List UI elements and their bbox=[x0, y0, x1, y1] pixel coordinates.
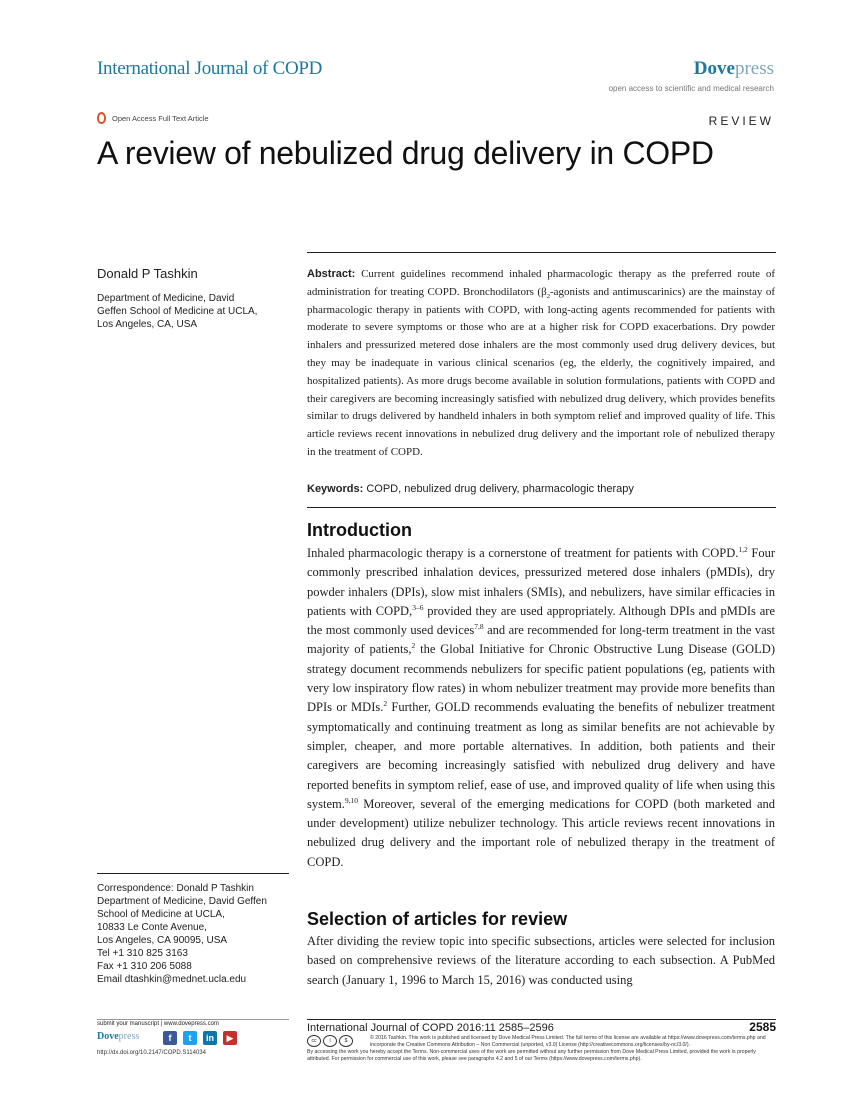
body-text: the Global Initiative for Chronic Obstructive Lung Disease (GOLD) strategy document recommends nebulizers for specific patient populations (eg, patients with very low inspiratory flow rates) in whom nebulizer treatment may provide more benefits than DPIs or MDIs. bbox=[307, 642, 775, 715]
keywords-label: Keywords: bbox=[307, 483, 364, 495]
article-type: REVIEW bbox=[708, 114, 774, 128]
reference-link[interactable]: 2 bbox=[383, 699, 388, 709]
logo-part-a: Dove bbox=[97, 1031, 119, 1042]
selection-paragraph: After dividing the review topic into specific subsections, articles were selected for inclusion based on comprehensive reviews of the literature according to each subsection. A PubMed search (January 1, 1996 to March 15, 2016) was conducted using bbox=[307, 934, 775, 987]
abstract-text: Current guidelines recommend inhaled pharmacologic therapy as the preferred route of administration for treating COPD. Bronchodilators (β bbox=[307, 268, 776, 298]
body-text: Inhaled pharmacologic therapy is a cornerstone of treatment for patients with COPD. bbox=[307, 546, 739, 560]
body-text: and are recommended for long-term treatment in the vast majority of patients, bbox=[307, 623, 775, 657]
open-access-label bbox=[97, 112, 209, 124]
correspondence-line: 10833 Le Conte Avenue, bbox=[97, 922, 207, 933]
reference-link[interactable]: 9,10 bbox=[344, 795, 358, 805]
reference-link[interactable]: 1,2 bbox=[738, 544, 748, 554]
page-number: 2585 bbox=[749, 1020, 776, 1034]
footer-logo[interactable] bbox=[97, 1031, 139, 1042]
divider bbox=[97, 873, 289, 874]
license-text: By accessing the work you hereby accept the Terms. Non-commercial uses of the work are permitted without any further permission from Dove Medical Press Limited, provided the work is properly attributed. For permission for commercial use of this work, please see paragraphs 4.2 and 5 of our Terms (https://www.dovepress.com/terms.php). bbox=[307, 1049, 756, 1063]
correspondence-line: School of Medicine at UCLA, bbox=[97, 909, 225, 920]
publisher-logo[interactable] bbox=[694, 58, 774, 80]
abstract-subscript: 2 bbox=[546, 292, 550, 300]
correspondence-line: Tel +1 310 825 3163 bbox=[97, 948, 188, 959]
abstract-text: -agonists and antimuscarinics) are the mainstay of pharmacologic therapy in patients with COPD, with long-acting agents recommended for patients with moderate to severe symptoms or those who are at a higher risk for COPD exacerbations. Dry powder inhalers and pressurized metered dose inhalers are the most commonly used drug delivery devices, but they may be inadequate in various clinical scenarios (eg, the elderly, the cognitively impaired, and hospitalized patients). As more drugs become available in solution formulations, patients with COPD and their caregivers are becoming increasingly satisfied with nebulized drug delivery, which provides benefits similar to drugs delivered by handheld inhalers in both symptom relief and improved quality of life. This article reviews recent innovations in nebulized drug delivery and the important role of nebulized therapy in the treatment of COPD. bbox=[307, 285, 776, 458]
reference-link[interactable]: 2 bbox=[411, 641, 416, 651]
reference-link[interactable]: 3–6 bbox=[412, 602, 424, 612]
abstract-label: Abstract: bbox=[307, 268, 356, 280]
correspondence-line: Los Angeles, CA 90095, USA bbox=[97, 935, 228, 946]
body-text: Moreover, several of the emerging medications for COPD (both marketed and under development) utilize nebulizer technology. This article reviews recent innovations in nebulized drug delivery and the important role of nebulized therapy in the treatment of COPD. bbox=[307, 796, 775, 869]
introduction-paragraph bbox=[307, 544, 775, 872]
correspondence-email[interactable]: Email dtashkin@mednet.ucla.edu bbox=[97, 974, 247, 985]
divider bbox=[307, 507, 776, 508]
open-access-text: Open Access Full Text Article bbox=[112, 113, 209, 123]
keywords bbox=[307, 483, 775, 495]
brand-part-a: Dove bbox=[693, 58, 735, 79]
reference-link[interactable]: 7,8 bbox=[474, 622, 484, 632]
correspondence-line: Correspondence: Donald P Tashkin bbox=[97, 883, 254, 894]
author-affiliation bbox=[97, 292, 297, 331]
cc-icon: cc bbox=[307, 1035, 321, 1047]
citation: International Journal of COPD 2016:11 2585–2596 bbox=[307, 1022, 554, 1034]
affiliation-line: Los Angeles, CA, USA bbox=[97, 319, 198, 330]
license-text: © 2016 Tashkin. This work is published and licensed by Dove Medical Press Limited. The full terms of this license are available at https://www.dovepress.com/terms.php and incorporate the Creative Commons Attribution – Non Commercial (unported, v3.0) License (http://creativecommons.org/licenses/by-nc/3.0/). bbox=[370, 1035, 766, 1049]
twitter-icon[interactable]: t bbox=[183, 1031, 197, 1045]
submit-manuscript-link[interactable]: submit your manuscript | www.dovepress.com bbox=[97, 1021, 219, 1027]
linkedin-icon[interactable]: in bbox=[203, 1031, 217, 1045]
body-text: Four commonly prescribed inhalation devices, pressurized metered dose inhalers (pMDIs), dry powder inhalers (DPIs), slow mist inhalers (SMIs), and nebulizers, have similar efficacies in patients with COPD, bbox=[307, 546, 776, 618]
divider bbox=[307, 252, 776, 253]
open-access-lock-icon bbox=[97, 112, 106, 124]
publisher-tagline: open access to scientific and medical research bbox=[608, 84, 774, 93]
body-text: Further, GOLD recommends evaluating the benefits of nebulizer treatment symptomatically and continuing treatment as long as similar benefits are not achievable by simpler, cheaper, and more portable alternatives. In addition, both patients and their caregivers are becoming increasingly satisfied with nebulized drug delivery and have reported benefits in symptom relief, ease of use, and improved quality of life when using this system. bbox=[307, 700, 775, 811]
divider bbox=[307, 1019, 776, 1020]
doi-link[interactable]: http://dx.doi.org/10.2147/COPD.S114034 bbox=[97, 1050, 206, 1056]
youtube-icon[interactable]: ▶ bbox=[223, 1031, 237, 1045]
noncommercial-icon: $ bbox=[339, 1035, 353, 1047]
correspondence-block bbox=[97, 882, 297, 986]
journal-name[interactable]: International Journal of COPD bbox=[97, 58, 323, 79]
section-heading-introduction: Introduction bbox=[307, 520, 412, 540]
article-title: A review of nebulized drug delivery in COPD bbox=[97, 135, 714, 171]
correspondence-line: Fax +1 310 206 5088 bbox=[97, 961, 192, 972]
brand-part-b: press bbox=[734, 58, 774, 79]
divider bbox=[97, 1019, 289, 1020]
body-text: provided they are used appropriately. Although DPIs and pMDIs are the most commonly used devices bbox=[307, 603, 776, 638]
affiliation-line: Department of Medicine, David bbox=[97, 293, 235, 304]
attribution-icon: i bbox=[323, 1035, 337, 1047]
keywords-text: COPD, nebulized drug delivery, pharmacologic therapy bbox=[366, 483, 634, 495]
affiliation-line: Geffen School of Medicine at UCLA, bbox=[97, 306, 258, 317]
social-links bbox=[163, 1031, 237, 1045]
author-name: Donald P Tashkin bbox=[97, 266, 198, 281]
creative-commons-badge[interactable] bbox=[307, 1035, 353, 1047]
abstract bbox=[307, 266, 775, 462]
correspondence-line: Department of Medicine, David Geffen bbox=[97, 896, 267, 907]
facebook-icon[interactable]: f bbox=[163, 1031, 177, 1045]
section-heading-selection: Selection of articles for review bbox=[307, 909, 568, 929]
logo-part-b: press bbox=[118, 1031, 140, 1042]
